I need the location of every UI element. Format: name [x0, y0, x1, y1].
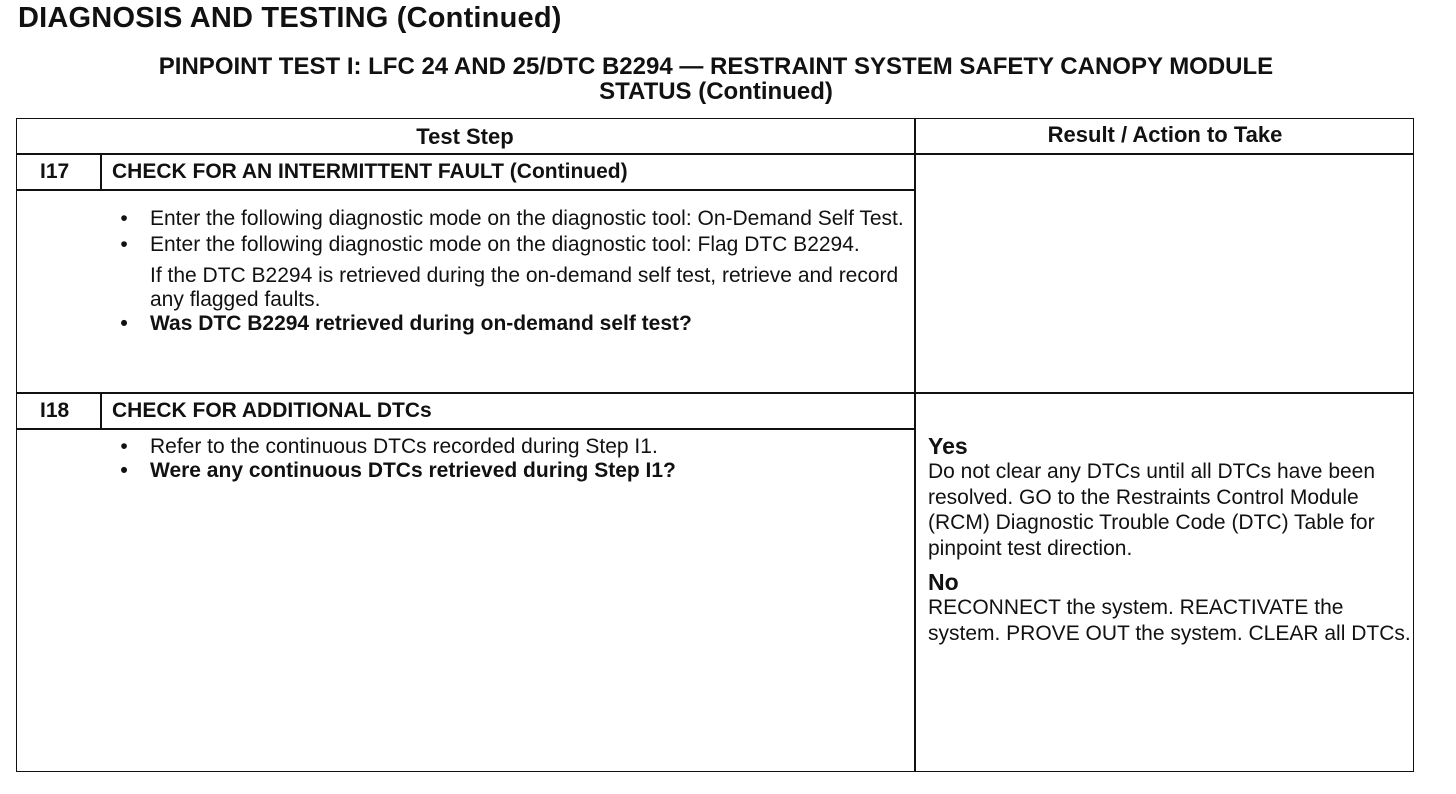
step-i18-title-divider: [16, 428, 915, 430]
step-separator: [16, 392, 1414, 394]
list-item: [114, 233, 904, 257]
list-item: [114, 207, 904, 231]
bullet-icon: •: [120, 207, 128, 230]
header-test-step: Test Step: [416, 124, 514, 149]
bullet-icon: •: [120, 233, 128, 256]
page-title: DIAGNOSIS AND TESTING (Continued): [18, 2, 562, 34]
column-divider: [914, 118, 916, 772]
list-item: [114, 312, 904, 336]
step-id-i18: I18: [40, 399, 70, 422]
bullet-icon: •: [120, 435, 128, 458]
step-title-i17: CHECK FOR AN INTERMITTENT FAULT (Continued): [112, 160, 628, 183]
step-i17-bullet-1: Enter the following diagnostic mode on the diagnostic tool: On-Demand Self Test.: [150, 207, 904, 230]
result-no-label: No: [928, 569, 959, 595]
step-i17-title-divider: [16, 189, 915, 191]
list-item: [114, 459, 904, 483]
result-no-text: RECONNECT the system. REACTIVATE the system. PROVE OUT the system. CLEAR all DTCs.: [928, 596, 1411, 645]
pinpoint-test-title-line-2: STATUS (Continued): [599, 78, 833, 105]
step-id-divider-i18: [100, 392, 102, 428]
header-result-action: Result / Action to Take: [1047, 122, 1283, 147]
pinpoint-test-title-line-1: PINPOINT TEST I: LFC 24 AND 25/DTC B2294 — RESTRAINT SYSTEM SAFETY CANOPY MODULE: [158, 53, 1274, 80]
step-i17-note: If the DTC B2294 is retrieved during the on-demand self test, retrieve and record any flagged faults.: [150, 264, 899, 311]
step-i18-question: Were any continuous DTCs retrieved during Step I1?: [150, 459, 676, 482]
result-yes-label: Yes: [928, 433, 968, 459]
result-yes-text: Do not clear any DTCs until all DTCs have been resolved. GO to the Restraints Control Module (RCM) Diagnostic Trouble Code (DTC) Table for pinpoint test direction.: [928, 460, 1376, 560]
pinpoint-test-title: [0, 54, 1432, 104]
bullet-icon: •: [120, 459, 128, 482]
header-divider: [16, 153, 1414, 155]
step-title-i18: CHECK FOR ADDITIONAL DTCs: [112, 399, 432, 422]
step-i18-content: [114, 435, 904, 483]
step-id-i17: I17: [40, 160, 70, 183]
step-i17-content: [114, 207, 904, 336]
step-i18-results: [928, 433, 1414, 646]
list-item: [114, 435, 904, 459]
bullet-icon: •: [120, 312, 128, 335]
step-i18-bullet-1: Refer to the continuous DTCs recorded during Step I1.: [150, 435, 658, 458]
step-id-divider-i17: [100, 153, 102, 189]
step-i17-bullet-2: Enter the following diagnostic mode on the diagnostic tool: Flag DTC B2294.: [150, 233, 860, 256]
step-i17-question: Was DTC B2294 retrieved during on-demand self test?: [150, 312, 692, 335]
